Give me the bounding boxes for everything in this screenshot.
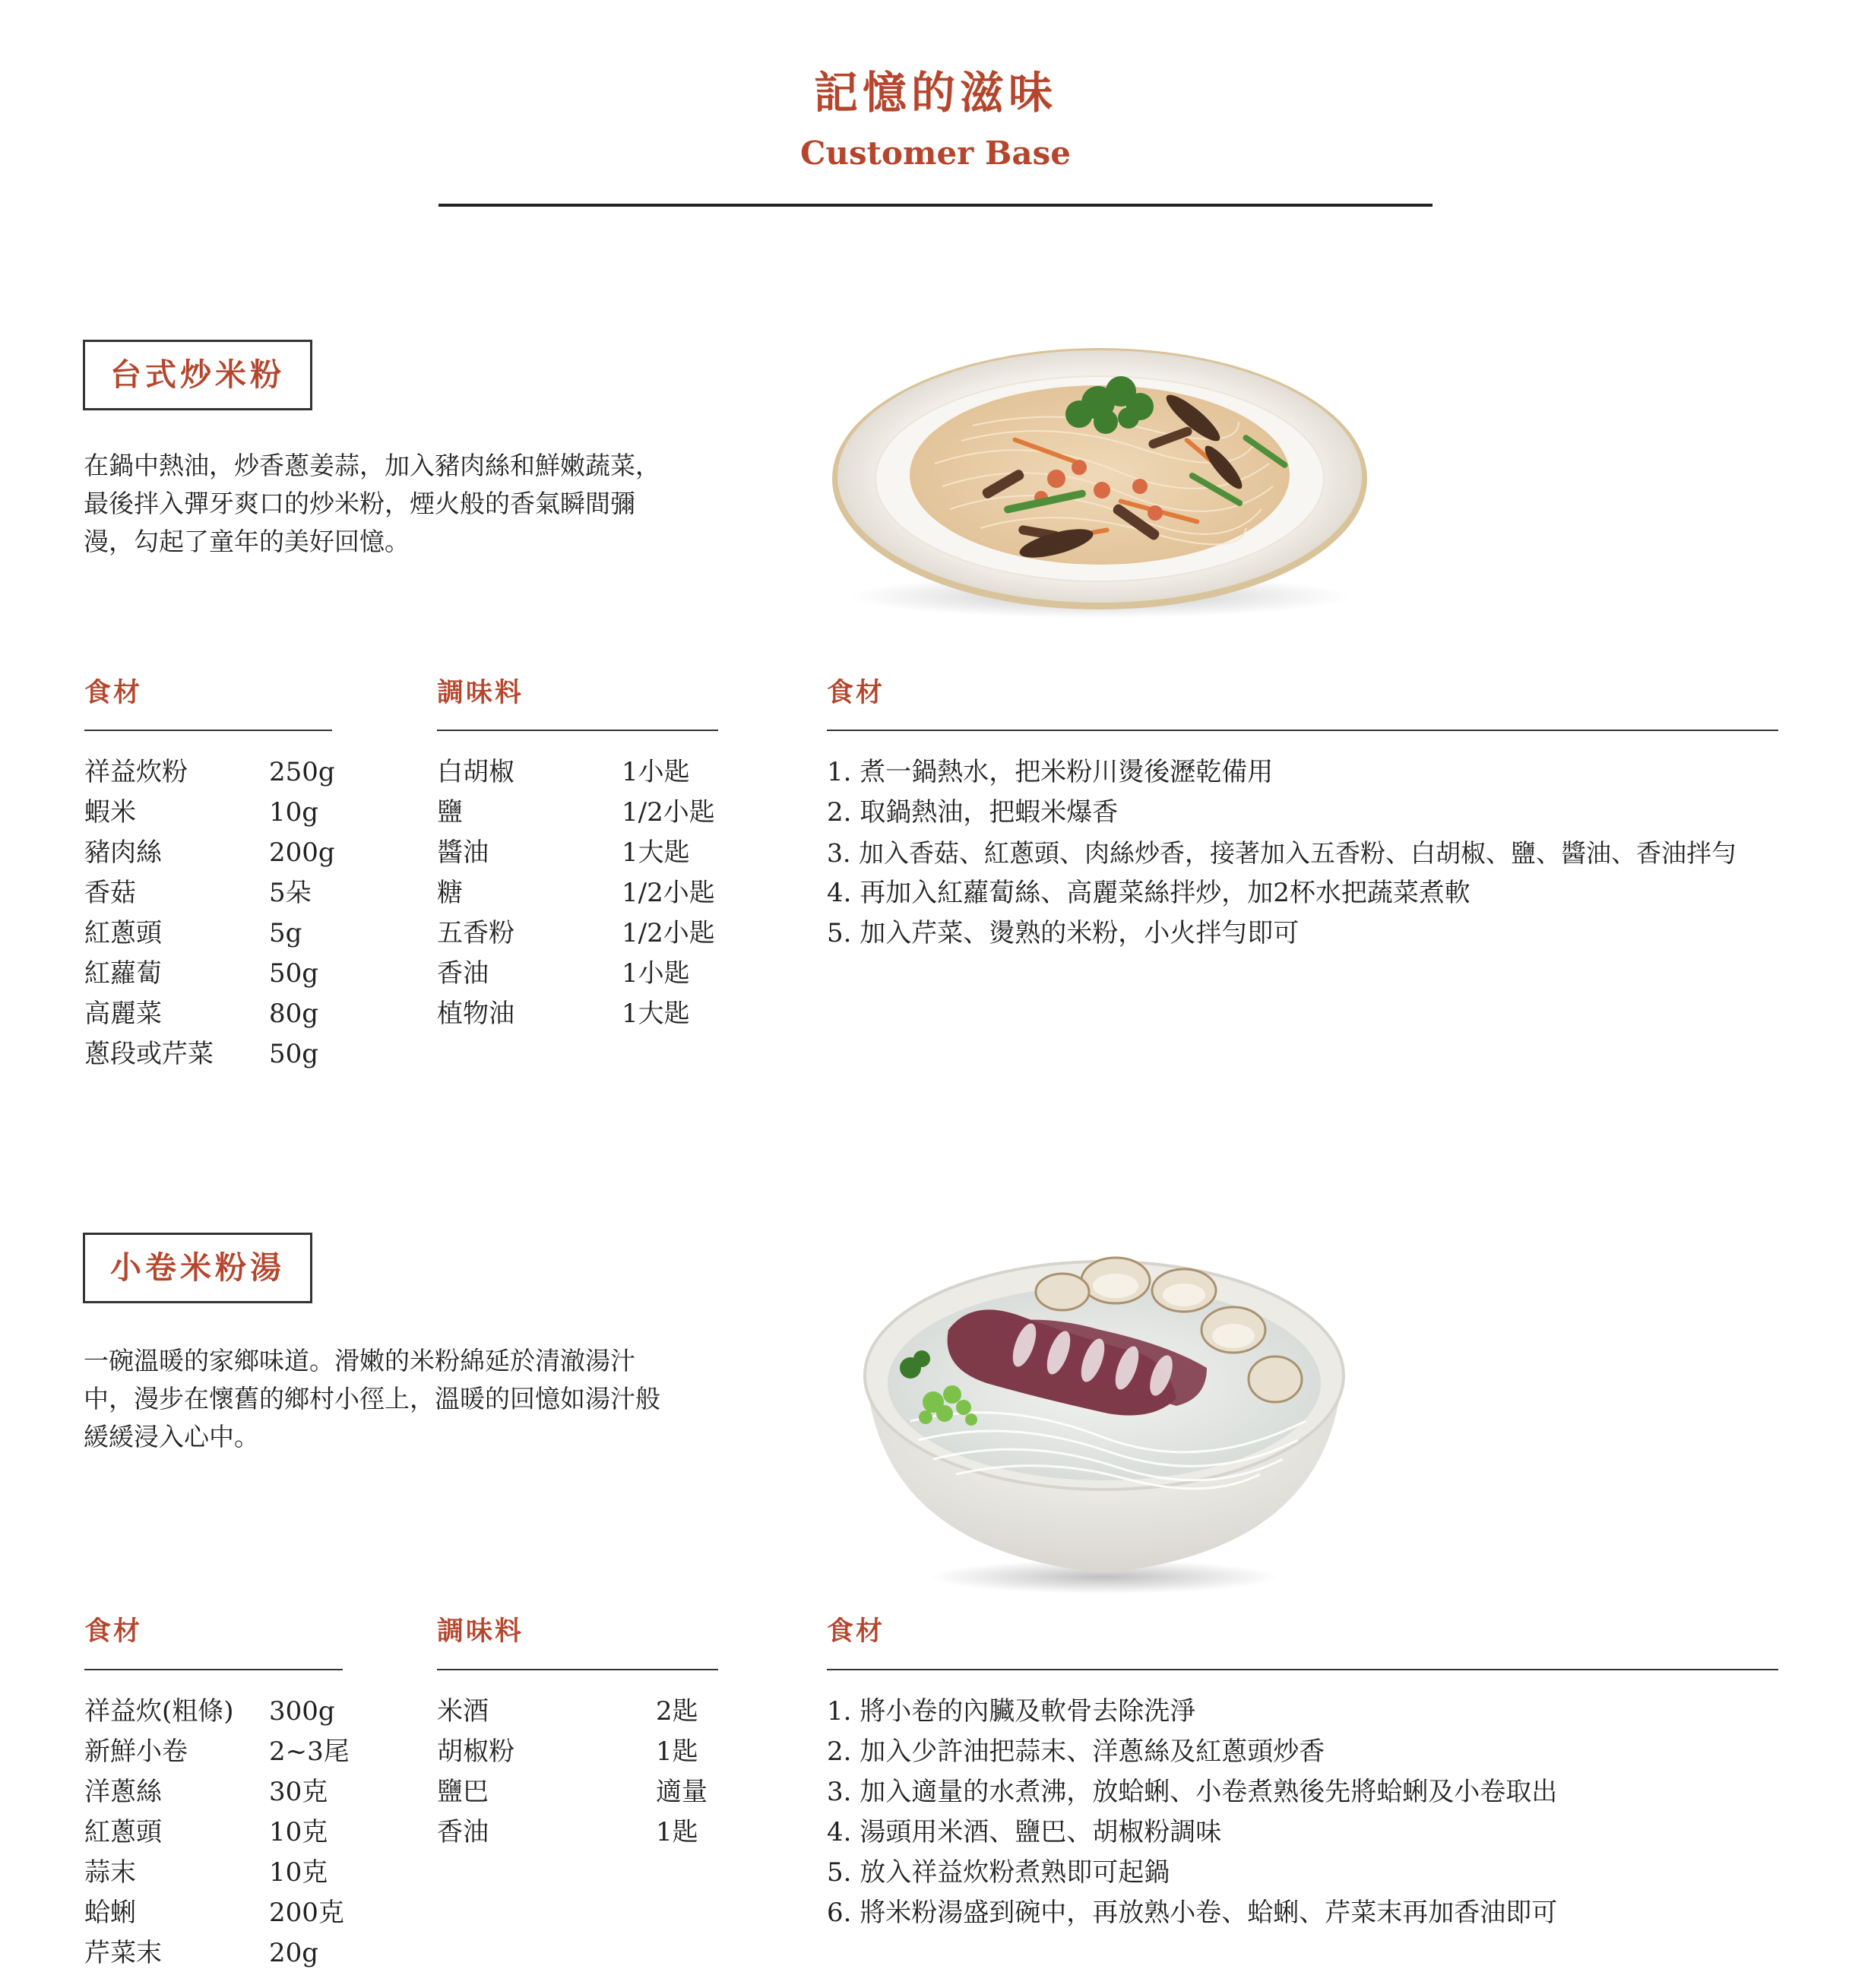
ingredients-divider (84, 730, 332, 731)
intro-line: 漫，勾起了童年的美好回憶。 (84, 527, 410, 556)
step-item: 5. 加入芹菜、燙熟的米粉，小火拌勻即可 (827, 918, 1300, 948)
step-item: 1. 煮一鍋熱水，把米粉川燙後瀝乾備用 (827, 757, 1274, 787)
recipe-title: 台式炒米粉 (110, 356, 285, 393)
steps-heading: 食材 (827, 1616, 885, 1647)
intro-line: 緩緩浸入心中。 (84, 1422, 259, 1451)
seasoning-divider (437, 1669, 718, 1670)
step-item: 5. 放入祥益炊粉煮熟即可起鍋 (827, 1857, 1170, 1888)
steps-divider (827, 730, 1778, 731)
seasoning-divider (437, 730, 718, 731)
intro-line: 最後拌入彈牙爽口的炒米粉，煙火般的香氣瞬間彌 (84, 489, 635, 518)
intro-line: 中，漫步在懷舊的鄉村小徑上，溫暖的回憶如湯汁般 (84, 1384, 660, 1413)
recipe-title: 小卷米粉湯 (110, 1249, 285, 1286)
step-item: 2. 加入少許油把蒜末、洋蔥絲及紅蔥頭炒香 (827, 1736, 1325, 1767)
seasoning-heading: 調味料 (437, 677, 524, 708)
intro-line: 在鍋中熱油，炒香蔥姜蒜，加入豬肉絲和鮮嫩蔬菜， (84, 451, 660, 480)
step-item: 1. 將小卷的內臟及軟骨去除洗淨 (827, 1696, 1196, 1727)
squid-noodle-soup-photo (850, 1231, 1359, 1596)
steps-divider (827, 1669, 1778, 1670)
ingredients-heading: 食材 (84, 1616, 143, 1647)
recipe-intro (84, 1342, 707, 1456)
seasoning-heading: 調味料 (437, 1616, 524, 1647)
ingredients-divider (84, 1669, 343, 1670)
page-title: 記憶的滋味 (813, 67, 1057, 119)
recipe-intro (84, 447, 707, 561)
ingredients-heading: 食材 (84, 677, 143, 708)
step-item: 4. 湯頭用米酒、鹽巴、胡椒粉調味 (827, 1817, 1222, 1847)
recipe-title-box (83, 340, 312, 410)
step-item: 4. 再加入紅蘿蔔絲、高麗菜絲拌炒，加2杯水把蔬菜煮軟 (827, 878, 1471, 908)
fried-rice-noodle-photo (828, 334, 1371, 623)
recipe-title-box (83, 1233, 312, 1303)
steps-heading: 食材 (827, 677, 885, 708)
header-divider (438, 204, 1433, 207)
intro-line: 一碗溫暖的家鄉味道。滑嫩的米粉綿延於清澈湯汁 (84, 1346, 635, 1375)
page-subtitle: Customer Base (799, 135, 1071, 172)
step-item: 3. 加入香菇、紅蔥頭、肉絲炒香，接著加入五香粉、白胡椒、鹽、醬油、香油拌勻 (827, 838, 1736, 868)
step-item: 6. 將米粉湯盛到碗中，再放熟小卷、蛤蜊、芹菜末再加香油即可 (827, 1898, 1558, 1928)
step-item: 2. 取鍋熱油，把蝦米爆香 (827, 797, 1119, 828)
step-item: 3. 加入適量的水煮沸，放蛤蜊、小卷煮熟後先將蛤蜊及小卷取出 (827, 1777, 1558, 1807)
